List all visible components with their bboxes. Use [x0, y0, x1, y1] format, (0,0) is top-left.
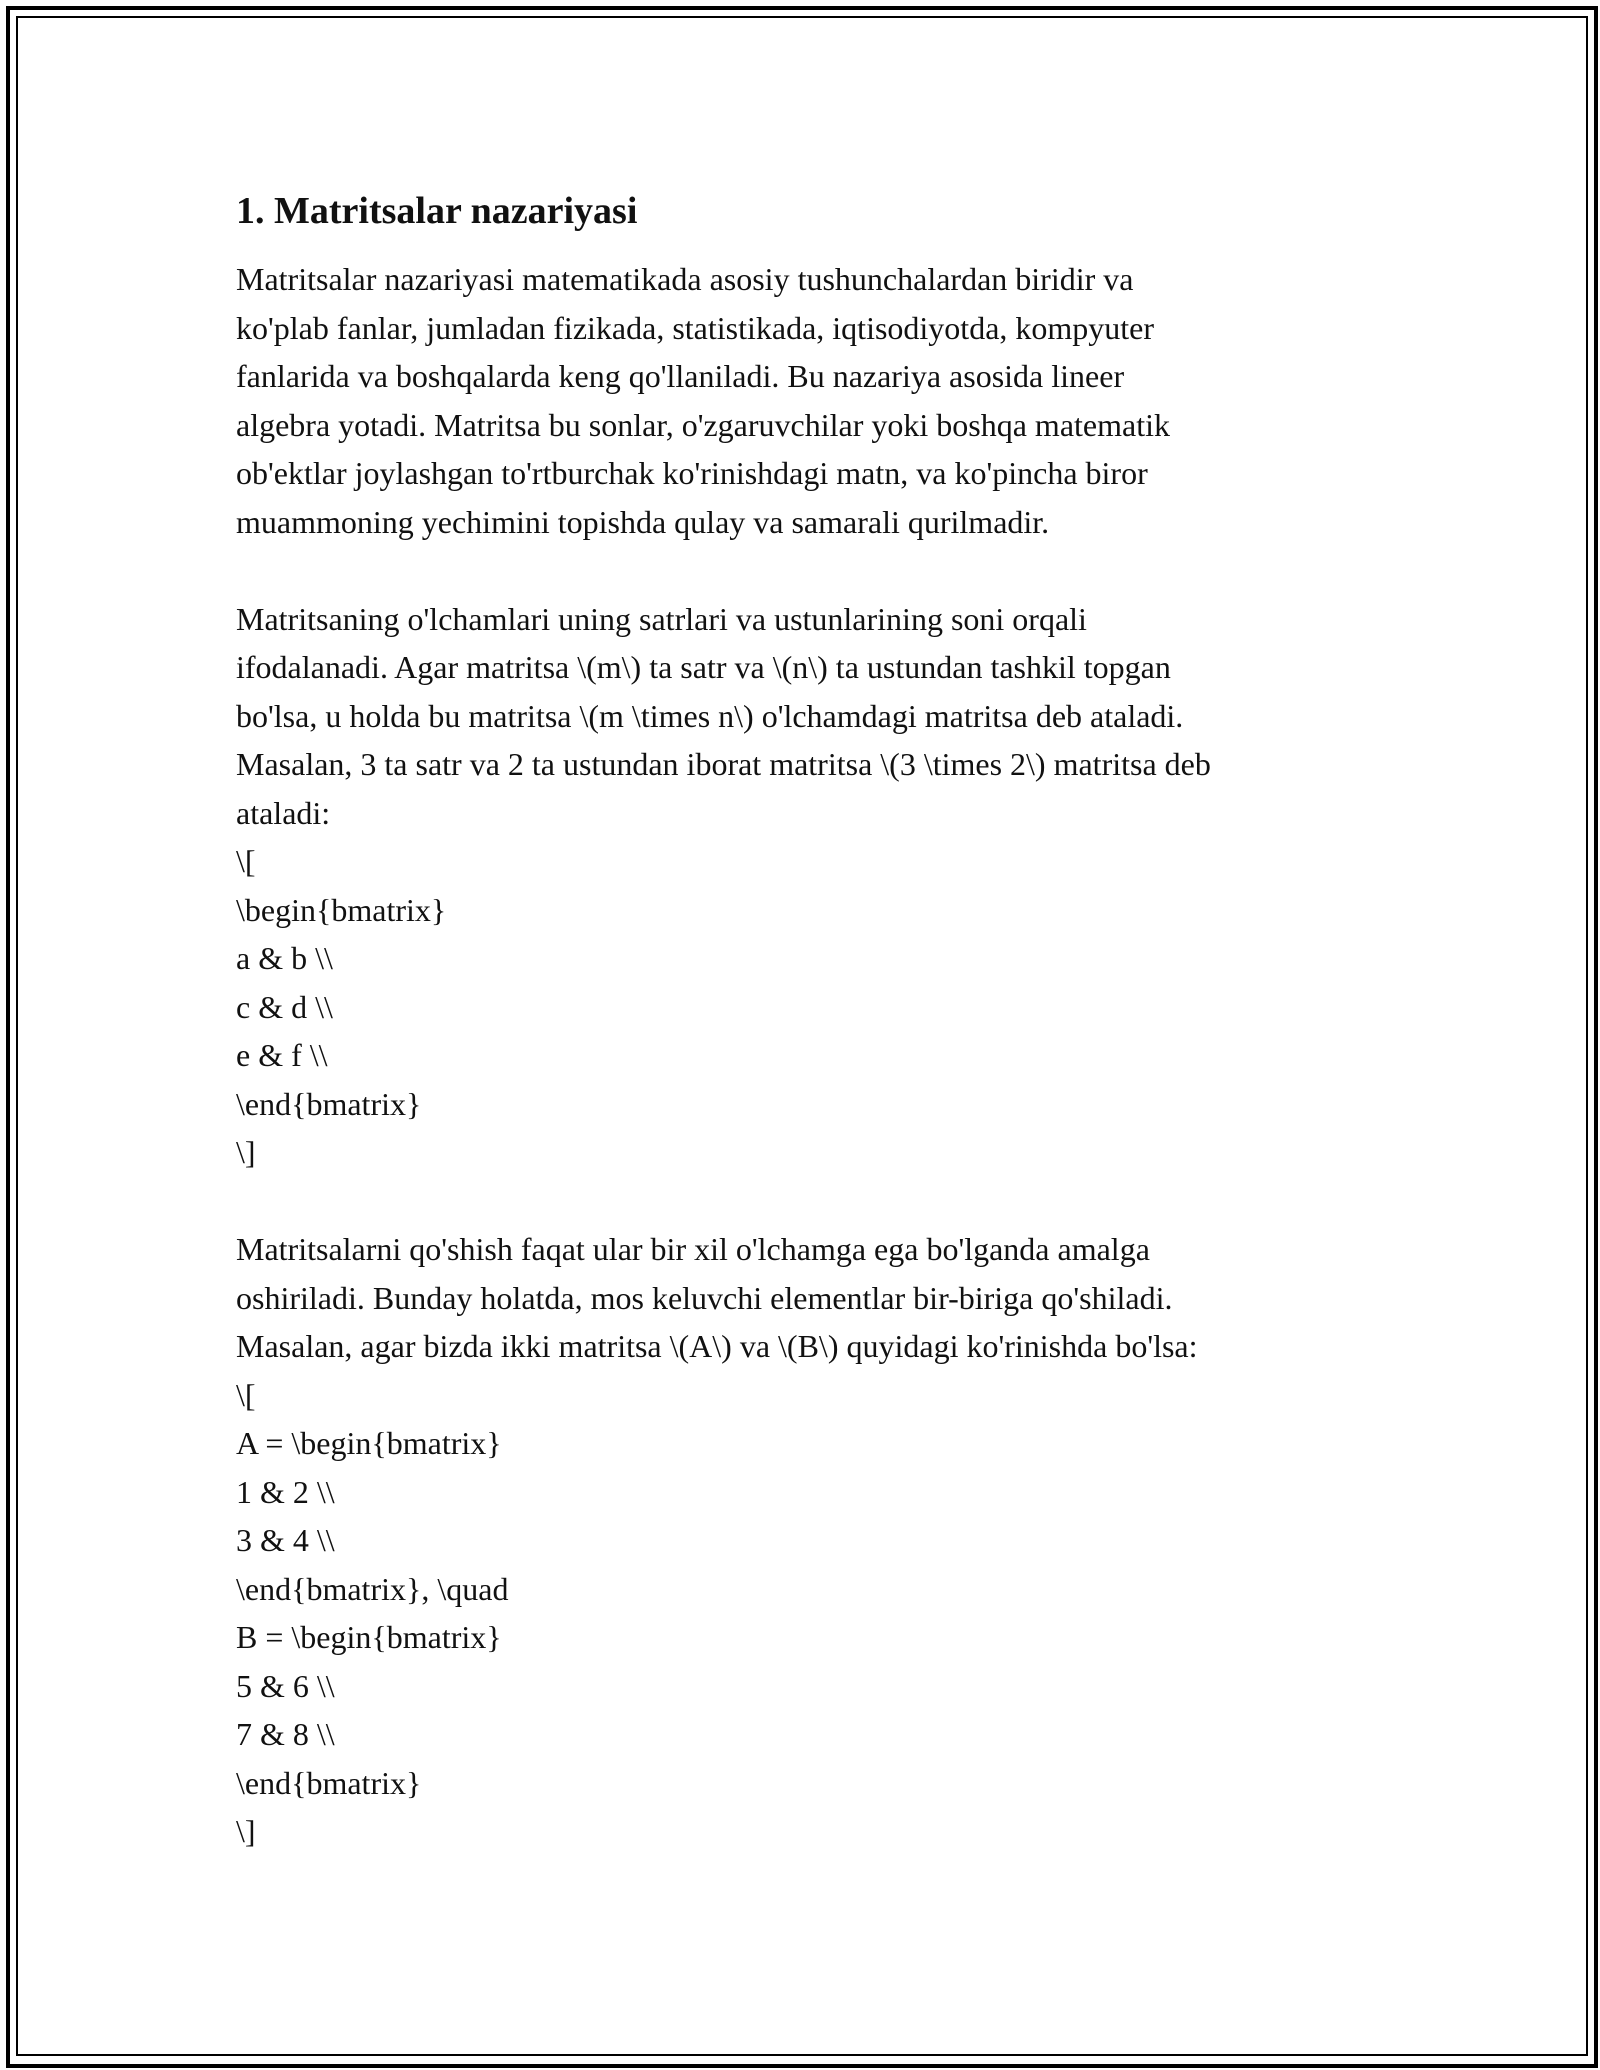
equation-block-a-b	[236, 1371, 1396, 1856]
equation-line: 1 & 2 \\	[236, 1473, 335, 1510]
equation-line: \[	[236, 1376, 256, 1413]
equation-line: \end{bmatrix}	[236, 1764, 422, 1801]
equation-line: e & f \\	[236, 1037, 328, 1073]
document-body	[236, 185, 1396, 1856]
paragraph-gap	[236, 546, 1396, 595]
equation-line: c & d \\	[236, 988, 333, 1025]
equation-line: \[	[236, 843, 256, 879]
paragraph-gap	[236, 1177, 1396, 1226]
equation-line: 5 & 6 \\	[236, 1667, 335, 1704]
equation-line: 7 & 8 \\	[236, 1716, 335, 1752]
paragraph-dimensions: Matritsaning o'lchamlari uning satrlari va ustunlarining soni orqali ifodalanadi. Agar matritsa \(m\) ta satr va \(n\) ta ustundan tashkil topgan bo'lsa, u holda bu matritsa \(m \times n\) o'lchamdagi matritsa deb ataladi. Masalan, 3 ta satr va 2 ta ustundan iborat matritsa \(3 \times 2\) matritsa deb ataladi:	[236, 600, 1211, 831]
paragraph-intro: Matritsalar nazariyasi matematikada asosiy tushunchalardan biridir va ko'plab fanlar, jumladan fizikada, statistikada, iqtisodiyotda, kompyuter fanlarida va boshqalarda keng qo'llaniladi. Bu nazariya asosida lineer algebra yotadi. Matritsa bu sonlar, o'zgaruvchilar yoki boshqa matematik ob'ektlar joylashgan to'rtburchak ko'rinishdagi matn, va ko'pincha biror muammoning yechimini topishda qulay va samarali qurilmadir.	[236, 261, 1170, 540]
equation-line: a & b \\	[236, 940, 333, 976]
equation-block-3x2	[236, 837, 1396, 1177]
equation-line: \end{bmatrix}, \quad	[236, 1570, 509, 1607]
paragraph-addition: Matritsalarni qo'shish faqat ular bir xil o'lchamga ega bo'lganda amalga oshiriladi. Bunday holatda, mos keluvchi elementlar bir-biriga qo'shiladi. Masalan, agar bizda ikki matritsa \(A\) va \(B\) quyidagi ko'rinishda bo'lsa:	[236, 1231, 1198, 1364]
equation-line: 3 & 4 \\	[236, 1522, 335, 1558]
equation-line: \]	[236, 1134, 256, 1170]
equation-line: \begin{bmatrix}	[236, 891, 447, 928]
equation-line: \end{bmatrix}	[236, 1085, 422, 1122]
equation-line: B = \begin{bmatrix}	[236, 1619, 502, 1655]
section-title: 1. Matritsalar nazariyasi	[236, 190, 638, 232]
equation-line: \]	[236, 1813, 256, 1849]
equation-line: A = \begin{bmatrix}	[236, 1425, 502, 1461]
